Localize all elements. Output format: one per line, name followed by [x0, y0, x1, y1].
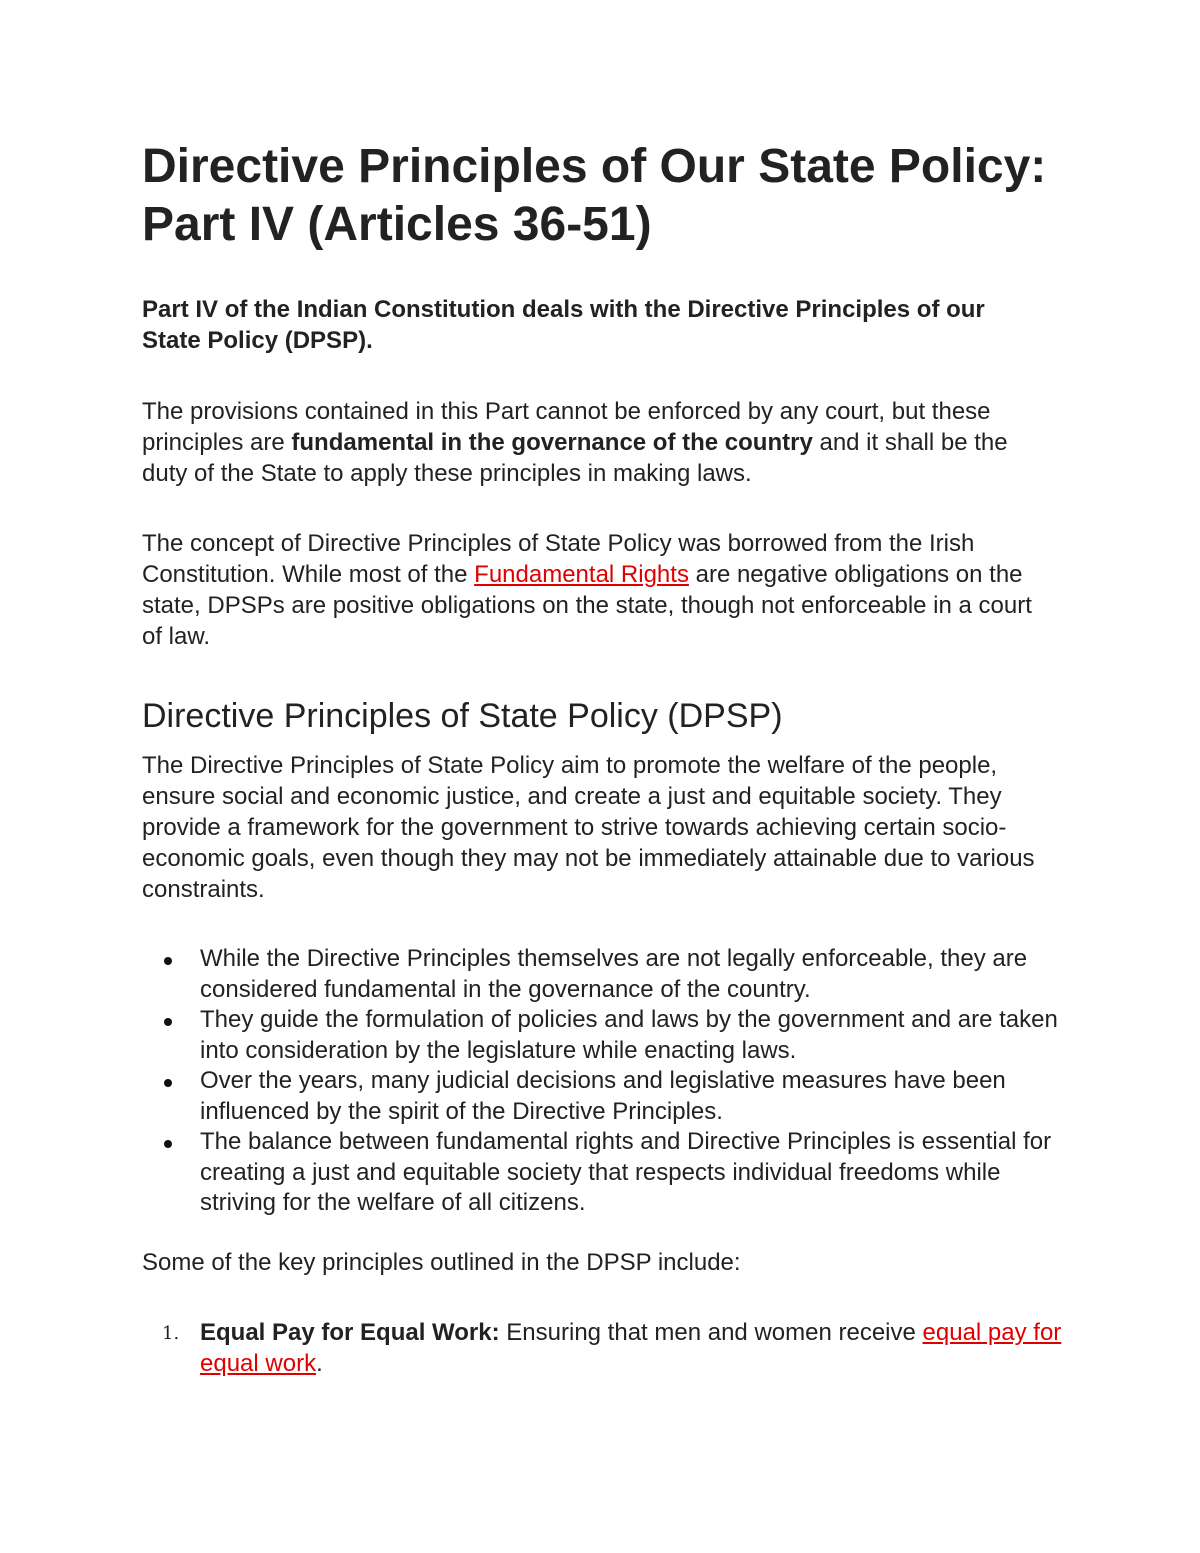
section-heading: Directive Principles of State Policy (DPSP): [142, 697, 783, 735]
enforcement-text-after: and it shall be the duty of the State to apply these principles in making laws.: [142, 429, 1008, 487]
bullet-text: They guide the formulation of policies and laws by the government and are taken into consideration by the legislature while enacting laws.: [200, 1006, 1058, 1064]
bullet-icon: [164, 1140, 172, 1148]
list-item: [142, 1127, 1062, 1219]
dpsp-aim-paragraph: The Directive Principles of State Policy aim to promote the welfare of the people, ensure social and economic justice, and create a just and equitable society. They provide a framework for the government to strive towards achieving certain socio-economic goals, even though they may not be immediately attainable due to various constraints.: [142, 752, 1035, 903]
concept-text-after: are negative obligations on the state, DPSPs are positive obligations on the state, though not enforceable in a court of law.: [142, 561, 1032, 650]
list-item: [142, 1317, 1062, 1379]
title-line-1: Directive Principles of Our State Policy:: [142, 140, 1047, 193]
key-principles-intro: Some of the key principles outlined in the DPSP include:: [142, 1249, 741, 1276]
bullet-icon: [164, 1079, 172, 1087]
bullet-list: [142, 944, 1062, 1219]
principle-text: Ensuring that men and women receive: [499, 1319, 923, 1346]
list-number: 1.: [162, 1323, 180, 1344]
bullet-text: While the Directive Principles themselves are not legally enforceable, they are considered fundamental in the governance of the country.: [200, 945, 1028, 1003]
intro-paragraph: Part IV of the Indian Constitution deals with the Directive Principles of our State Policy (DPSP).: [142, 296, 985, 354]
enforcement-text-before: The provisions contained in this Part cannot be enforced by any court, but these principles are: [142, 398, 991, 456]
list-item: [142, 1066, 1062, 1127]
bullet-text: Over the years, many judicial decisions and legislative measures have been influenced by the spirit of the Directive Principles.: [200, 1067, 1006, 1125]
equal-pay-link[interactable]: equal pay for equal work: [200, 1319, 1062, 1377]
title-line-2: Part IV (Articles 36-51): [142, 198, 652, 251]
principle-title: Equal Pay for Equal Work:: [200, 1319, 500, 1346]
concept-text-before: The concept of Directive Principles of State Policy was borrowed from the Irish Constitution. While most of the: [142, 530, 975, 588]
enforcement-paragraph: [142, 396, 1042, 489]
principle-text-after: .: [316, 1350, 323, 1377]
page-title: [142, 138, 1062, 254]
list-item: [142, 1005, 1062, 1066]
fundamental-rights-link[interactable]: Fundamental Rights: [474, 561, 689, 588]
concept-paragraph: [142, 528, 1042, 652]
bullet-icon: [164, 1018, 172, 1026]
bullet-text: The balance between fundamental rights and Directive Principles is essential for creating a just and equitable society that respects individual freedoms while striving for the welfare of all citizens.: [200, 1128, 1052, 1216]
list-item: [142, 944, 1062, 1005]
numbered-list: [142, 1317, 1062, 1379]
bullet-icon: [164, 957, 172, 965]
enforcement-bold-text: fundamental in the governance of the country: [291, 429, 813, 456]
